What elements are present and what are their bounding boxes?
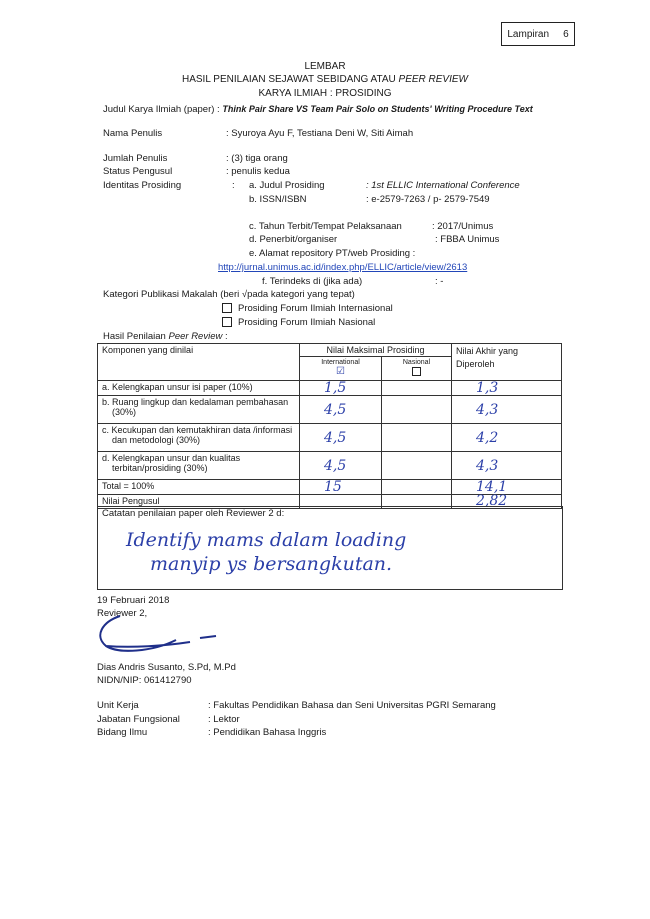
table-row: Nilai Pengusul 2,82 [98,495,562,509]
judul-row [103,104,533,115]
table-row: Total = 100% 15 14,1 [98,480,562,495]
lampiran-box [501,22,575,46]
catatan-box [97,506,563,590]
header-line3: KARYA ILMIAH : PROSIDING [258,88,392,99]
checked-box-icon: ☑ [336,366,345,377]
status-pengusul-value: : penulis kedua [226,166,290,177]
sign-date: 19 Februari 2018 [97,595,170,606]
tahun-label: c. Tahun Terbit/Tempat Pelaksanaan [249,221,402,232]
penerbit-value: : FBBA Unimus [435,234,500,245]
jabatan-value: : Lektor [208,714,240,725]
col-akhir: Nilai Akhir yang Diperoleh [452,344,562,381]
nama-penulis-value: : Syuroya Ayu F, Testiana Deni W, Siti Aimah [226,128,414,139]
hasil-title: Hasil Penilaian Peer Review : [103,331,228,342]
table-row: a. Kelengkapan unsur isi paper (10%) 1,5 1,3 [98,381,562,396]
penerbit-label: d. Penerbit/organiser [249,234,338,245]
header-line2: HASIL PENILAIAN SEJAWAT SEBIDANG ATAU PEER REVIEW [181,74,468,85]
kategori-option-nasional[interactable]: Prosiding Forum Ilmiah Nasional [222,317,375,328]
checkbox-nasional[interactable] [222,317,232,327]
identitas-label: Identitas Prosiding [103,180,182,191]
table-row: b. Ruang lingkup dan kedalaman pembahasan (30%) 4,5 4,3 [98,396,562,424]
col-nasional: Nasional [382,357,452,381]
col-international: International ☑ [300,357,382,381]
terindeks-value: : - [435,276,444,287]
jumlah-penulis-value: : (3) tiga orang [226,153,288,164]
unit-label: Unit Kerja [97,700,139,711]
col-komponen: Komponen yang dinilai [98,344,300,381]
lampiran-label: Lampiran [507,28,550,40]
tahun-value: : 2017/Unimus [432,221,494,232]
unchecked-box-icon [412,367,421,376]
judul-prosiding-label: a. Judul Prosiding [249,180,325,191]
judul-prosiding-value: : 1st ELLIC International Conference [366,180,520,191]
issn-label: b. ISSN/ISBN [249,194,307,205]
jabatan-label: Jabatan Fungsional [97,714,180,725]
table-row: c. Kecukupan dan kemutakhiran data /informasi dan metodologi (30%) 4,5 4,2 [98,424,562,452]
col-maks: Nilai Maksimal Prosiding [300,344,452,357]
reviewer-name: Dias Andris Susanto, S.Pd, M.Pd [97,662,236,673]
score-table [97,343,562,509]
bidang-label: Bidang Ilmu [97,727,148,738]
nama-penulis-label: Nama Penulis [103,128,163,139]
catatan-label: Catatan penilaian paper oleh Reviewer 2 d: [102,508,285,519]
judul-value: Think Pair Share VS Team Pair Solo on Students' Writing Procedure Text [222,104,533,114]
terindeks-label: f. Terindeks di (jika ada) [262,276,363,287]
bidang-value: : Pendidikan Bahasa Inggris [208,727,327,738]
checkbox-internasional[interactable] [222,303,232,313]
catatan-handwriting-1: Identify mams dalam loading [126,529,407,551]
reviewer-nidn: NIDN/NIP: 061412790 [97,675,192,686]
sign-role: Reviewer 2, [97,608,148,619]
catatan-handwriting-2: manyip ys bersangkutan. [150,553,393,575]
kategori-label: Kategori Publikasi Makalah (beri √pada kategori yang tepat) [103,289,355,300]
header-line1: LEMBAR [304,61,346,72]
status-pengusul-label: Status Pengusul [103,166,173,177]
judul-label: Judul Karya Ilmiah (paper) : [103,104,220,115]
identitas-colon: : [232,180,235,191]
table-row: d. Kelengkapan unsur dan kualitas terbitan/prosiding (30%) 4,5 4,3 [98,452,562,480]
repository-link[interactable]: http://jurnal.unimus.ac.id/index.php/ELLIC/article/view/2613 [218,262,468,273]
issn-value: : e-2579-7263 / p- 2579-7549 [366,194,490,205]
unit-value: : Fakultas Pendidikan Bahasa dan Seni Universitas PGRI Semarang [208,700,496,711]
repository-label: e. Alamat repository PT/web Prosiding : [249,248,416,259]
lampiran-number: 6 [563,28,569,40]
jumlah-penulis-label: Jumlah Penulis [103,153,168,164]
kategori-option-internasional[interactable]: Prosiding Forum Ilmiah Internasional [222,303,393,314]
signature-image [92,612,232,662]
